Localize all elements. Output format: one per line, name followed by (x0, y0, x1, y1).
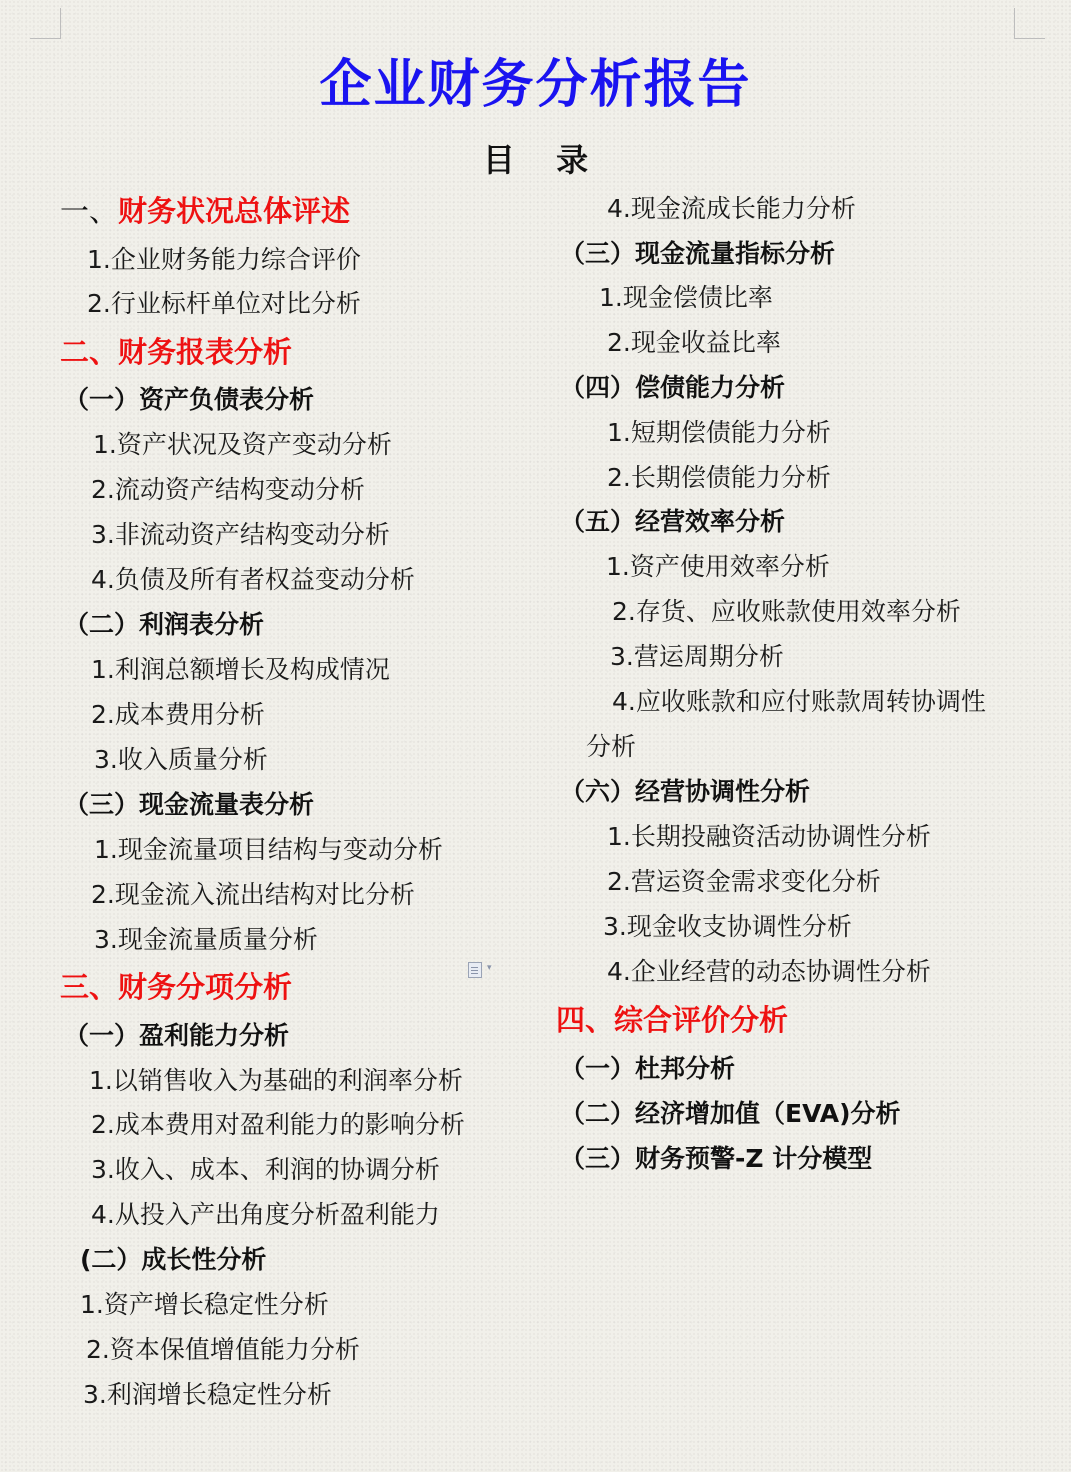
toc-item: 2.成本费用分析 (91, 700, 265, 729)
page-corner-mark-left (30, 8, 61, 39)
toc-item: 3.非流动资产结构变动分析 (91, 520, 390, 549)
subsection-heading: （一）盈利能力分析 (64, 1021, 290, 1050)
section-2-heading: 二、财务报表分析 (60, 335, 293, 369)
subsection-heading: （五）经营效率分析 (560, 507, 786, 536)
subsection-heading: （三）现金流量指标分析 (560, 239, 836, 268)
toc-item: 3.现金收支协调性分析 (603, 912, 852, 941)
toc-item: 1.资产增长稳定性分析 (80, 1290, 329, 1319)
section-4-heading: 四、综合评价分析 (556, 1003, 789, 1037)
toc-item: 1.短期偿债能力分析 (607, 418, 831, 447)
toc-item: 3.营运周期分析 (610, 642, 784, 671)
toc-item: 2.资本保值增值能力分析 (86, 1335, 360, 1364)
section-1-title: 财务状况总体评述 (118, 194, 351, 228)
subsection-heading: （四）偿债能力分析 (560, 373, 786, 402)
subsection-heading: (二）成长性分析 (80, 1245, 267, 1274)
subsection-heading: （三）现金流量表分析 (64, 790, 315, 819)
subsection-heading: （一）杜邦分析 (560, 1054, 736, 1083)
toc-item: 3.利润增长稳定性分析 (83, 1380, 332, 1409)
toc-item: 1.企业财务能力综合评价 (87, 245, 361, 274)
toc-item: 4.现金流成长能力分析 (607, 194, 856, 223)
toc-item-continuation: 分析 (586, 732, 637, 761)
toc-item: 2.长期偿债能力分析 (607, 463, 831, 492)
section-1-heading (60, 194, 350, 228)
toc-item: 4.企业经营的动态协调性分析 (607, 957, 931, 986)
subsection-heading: （二）利润表分析 (64, 610, 265, 639)
subsection-heading: （一）资产负债表分析 (64, 385, 315, 414)
toc-item: 2.营运资金需求变化分析 (607, 867, 881, 896)
subsection-heading: （三）财务预警-Z 计分模型 (560, 1144, 873, 1173)
toc-item: 3.现金流量质量分析 (94, 925, 318, 954)
toc-item: 2.成本费用对盈利能力的影响分析 (91, 1110, 465, 1139)
toc-item: 1.资产状况及资产变动分析 (93, 430, 392, 459)
toc-item: 2.存货、应收账款使用效率分析 (612, 597, 961, 626)
page-corner-mark-right (1014, 8, 1045, 39)
document-title: 企业财务分析报告 (319, 55, 752, 115)
toc-item: 4.负债及所有者权益变动分析 (91, 565, 415, 594)
toc-item: 2.现金流入流出结构对比分析 (91, 880, 415, 909)
toc-item: 2.流动资产结构变动分析 (91, 475, 365, 504)
subsection-heading: （六）经营协调性分析 (560, 777, 811, 806)
toc-item: 1.现金偿债比率 (599, 283, 773, 312)
section-3-heading: 三、财务分项分析 (60, 970, 293, 1004)
toc-item: 2.现金收益比率 (607, 328, 781, 357)
toc-item: 1.现金流量项目结构与变动分析 (94, 835, 443, 864)
toc-item: 3.收入、成本、利润的协调分析 (91, 1155, 440, 1184)
toc-item: 1.以销售收入为基础的利润率分析 (89, 1066, 463, 1095)
document-icon[interactable] (468, 962, 482, 978)
subsection-heading: （二）经济增加值（EVA)分析 (560, 1099, 901, 1128)
toc-item: 3.收入质量分析 (94, 745, 268, 774)
toc-item: 2.行业标杆单位对比分析 (87, 289, 361, 318)
chevron-down-icon[interactable]: ▾ (487, 963, 492, 973)
toc-item: 1.长期投融资活动协调性分析 (607, 822, 931, 851)
section-1-prefix: 一、 (60, 194, 119, 228)
toc-item: 1.利润总额增长及构成情况 (91, 655, 390, 684)
toc-item: 4.应收账款和应付账款周转协调性 (612, 687, 986, 716)
toc-item: 1.资产使用效率分析 (606, 552, 830, 581)
toc-heading: 目 录 (482, 141, 589, 179)
toc-item: 4.从投入产出角度分析盈利能力 (91, 1200, 440, 1229)
